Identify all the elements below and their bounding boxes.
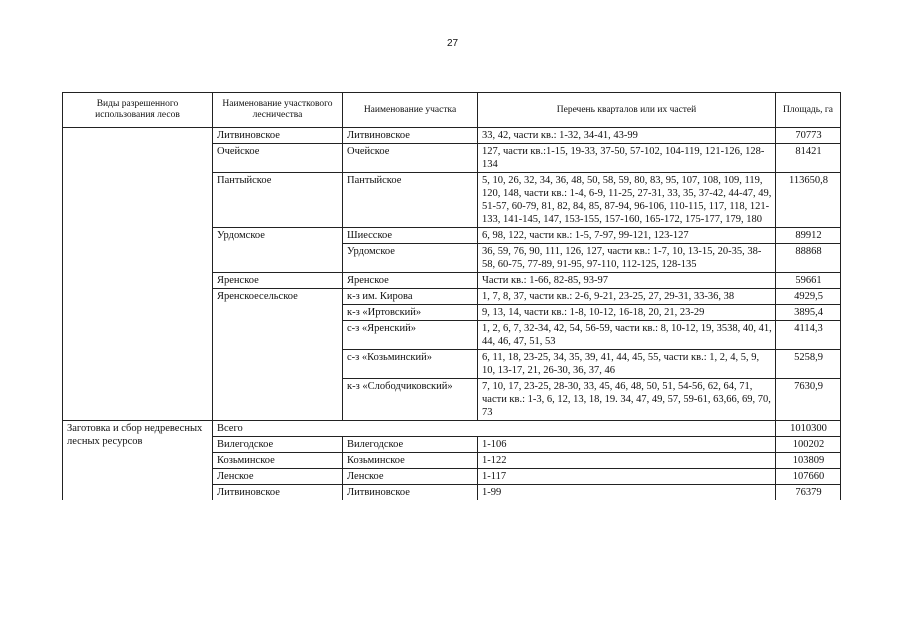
area-cell: 70773 xyxy=(776,128,841,144)
quarters-cell: 9, 13, 14, части кв.: 1-8, 10-12, 16-18, 20, 21, 23-29 xyxy=(478,305,776,321)
area-cell: 88868 xyxy=(776,244,841,273)
plot-cell: Литвиновское xyxy=(343,128,478,144)
forestry-cell: Вилегодское xyxy=(213,437,343,453)
forestry-cell: Урдомское xyxy=(213,228,343,273)
area-cell: 113650,8 xyxy=(776,173,841,228)
area-cell: 107660 xyxy=(776,469,841,485)
plot-cell: Литвиновское xyxy=(343,485,478,501)
plot-cell: Шиесское xyxy=(343,228,478,244)
quarters-cell: 6, 11, 18, 23-25, 34, 35, 39, 41, 44, 45, 55, части кв.: 1, 2, 4, 5, 9, 10, 13-17, 21, 26-30, 36, 37, 46 xyxy=(478,350,776,379)
area-cell: 59661 xyxy=(776,273,841,289)
forestry-cell: Яренское xyxy=(213,273,343,289)
quarters-cell: 36, 59, 76, 90, 111, 126, 127, части кв.: 1-7, 10, 13-15, 20-35, 38-58, 60-75, 77-89, 91-95, 97-110, 112-125, 128-135 xyxy=(478,244,776,273)
total-label-cell: Всего xyxy=(213,421,776,437)
quarters-cell: 1-106 xyxy=(478,437,776,453)
quarters-cell: 1-99 xyxy=(478,485,776,501)
area-cell: 103809 xyxy=(776,453,841,469)
plot-cell: с-з «Яренский» xyxy=(343,321,478,350)
area-cell: 7630,9 xyxy=(776,379,841,421)
plot-cell: Пантыйское xyxy=(343,173,478,228)
area-cell: 3895,4 xyxy=(776,305,841,321)
header-plot-name: Наименование участка xyxy=(343,93,478,128)
quarters-cell: 5, 10, 26, 32, 34, 36, 48, 50, 58, 59, 80, 83, 95, 107, 108, 109, 119, 120, 148, части кв.: 1-4, 6-9, 11-25, 27-31, 33, 35, 37-42, 44-47, 49, 51-57, 60-79, 81, 82, 84, 85, 87-94, 96-106, 110-115, 117, 118, 121-133, 141-145, 147, 153-155, 157-160, 165-172, 175-177, 179, 180 xyxy=(478,173,776,228)
header-quarters: Перечень кварталов или их частей xyxy=(478,93,776,128)
area-cell: 100202 xyxy=(776,437,841,453)
plot-cell: Урдомское xyxy=(343,244,478,273)
header-area: Площадь, га xyxy=(776,93,841,128)
area-cell: 76379 xyxy=(776,485,841,501)
forestry-cell: Литвиновское xyxy=(213,128,343,144)
plot-cell: Ленское xyxy=(343,469,478,485)
area-cell: 81421 xyxy=(776,144,841,173)
quarters-cell: 127, части кв.:1-15, 19-33, 37-50, 57-102, 104-119, 121-126, 128-134 xyxy=(478,144,776,173)
quarters-cell: 1, 2, 6, 7, 32-34, 42, 54, 56-59, части кв.: 8, 10-12, 19, 3538, 40, 41, 44, 46, 47, 51, 53 xyxy=(478,321,776,350)
table-header-row xyxy=(63,93,841,128)
quarters-cell: 6, 98, 122, части кв.: 1-5, 7-97, 99-121, 123-127 xyxy=(478,228,776,244)
plot-cell: Козьминское xyxy=(343,453,478,469)
forestry-cell: Ленское xyxy=(213,469,343,485)
quarters-cell: 7, 10, 17, 23-25, 28-30, 33, 45, 46, 48, 50, 51, 54-56, 62, 64, 71, части кв.: 1-3, 6, 12, 13, 18, 19. 34, 47, 49, 57, 59-61, 63,66, 69, 70, 73 xyxy=(478,379,776,421)
area-cell: 4929,5 xyxy=(776,289,841,305)
plot-cell: Вилегодское xyxy=(343,437,478,453)
forestry-cell: Яренскоесельское xyxy=(213,289,343,421)
forestry-cell: Литвиновское xyxy=(213,485,343,501)
plot-cell: Яренское xyxy=(343,273,478,289)
area-cell: 5258,9 xyxy=(776,350,841,379)
page-number: 27 xyxy=(446,38,459,49)
area-cell: 4114,3 xyxy=(776,321,841,350)
header-forestry-name: Наименование участкового лесничества xyxy=(213,93,343,128)
table-row xyxy=(63,128,841,144)
quarters-cell: 1-117 xyxy=(478,469,776,485)
header-use-type: Виды разрешенного использования лесов xyxy=(63,93,213,128)
forestry-cell: Козьминское xyxy=(213,453,343,469)
plot-cell: к-з «Иртовский» xyxy=(343,305,478,321)
forest-use-table xyxy=(62,92,841,500)
plot-cell: Очейское xyxy=(343,144,478,173)
quarters-cell: 1, 7, 8, 37, части кв.: 2-6, 9-21, 23-25, 27, 29-31, 33-36, 38 xyxy=(478,289,776,305)
quarters-cell: Части кв.: 1-66, 82-85, 93-97 xyxy=(478,273,776,289)
use-type-cell: Заготовка и сбор недревесных лесных ресурсов xyxy=(63,421,213,501)
use-type-cell xyxy=(63,128,213,421)
quarters-cell: 1-122 xyxy=(478,453,776,469)
area-cell: 89912 xyxy=(776,228,841,244)
total-area-cell: 1010300 xyxy=(776,421,841,437)
quarters-cell: 33, 42, части кв.: 1-32, 34-41, 43-99 xyxy=(478,128,776,144)
plot-cell: к-з им. Кирова xyxy=(343,289,478,305)
table-row xyxy=(63,421,841,437)
plot-cell: с-з «Козьминский» xyxy=(343,350,478,379)
forestry-cell: Очейское xyxy=(213,144,343,173)
plot-cell: к-з «Слободчиковский» xyxy=(343,379,478,421)
forestry-cell: Пантыйское xyxy=(213,173,343,228)
